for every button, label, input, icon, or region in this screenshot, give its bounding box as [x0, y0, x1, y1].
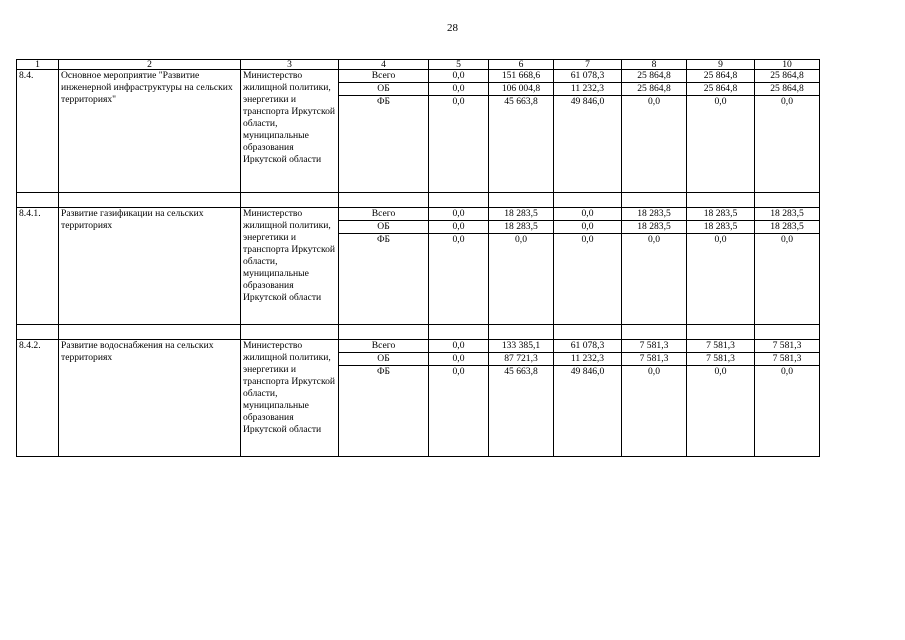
- funding-value: 18 283,5: [755, 208, 820, 221]
- separator-cell: [489, 325, 554, 340]
- funding-value: 18 283,5: [489, 221, 554, 234]
- funding-value: 18 283,5: [687, 221, 755, 234]
- funding-value: 0,0: [755, 96, 820, 193]
- funding-value: 25 864,8: [687, 83, 755, 96]
- table-row: [17, 70, 820, 83]
- separator-cell: [687, 193, 755, 208]
- funding-value: 0,0: [429, 234, 489, 325]
- column-header: 10: [755, 60, 820, 70]
- funding-value: 133 385,1: [489, 340, 554, 353]
- page-number: 28: [447, 22, 458, 34]
- funding-value: 0,0: [429, 96, 489, 193]
- funding-value: 7 581,3: [755, 353, 820, 366]
- separator-cell: [554, 325, 622, 340]
- funding-value: 0,0: [622, 234, 687, 325]
- funding-source: ФБ: [339, 234, 429, 325]
- separator-cell: [59, 193, 241, 208]
- separator-cell: [17, 325, 59, 340]
- funding-value: 11 232,3: [554, 353, 622, 366]
- separator-cell: [429, 193, 489, 208]
- responsible-executor: Министерство жилищной политики, энергетики и транспорта Иркутской области, муниципальные образования Иркутской области: [241, 340, 339, 457]
- responsible-executor: Министерство жилищной политики, энергетики и транспорта Иркутской области, муниципальные образования Иркутской области: [241, 208, 339, 325]
- separator-cell: [339, 325, 429, 340]
- separator-cell: [687, 325, 755, 340]
- funding-value: 0,0: [622, 96, 687, 193]
- funding-value: 0,0: [429, 70, 489, 83]
- funding-source: Всего: [339, 70, 429, 83]
- separator-cell: [489, 193, 554, 208]
- column-header: 8: [622, 60, 687, 70]
- separator-cell: [622, 193, 687, 208]
- funding-value: 106 004,8: [489, 83, 554, 96]
- funding-value: 0,0: [429, 340, 489, 353]
- separator-cell: [554, 193, 622, 208]
- funding-value: 0,0: [429, 208, 489, 221]
- funding-source: ОБ: [339, 353, 429, 366]
- row-separator: [17, 193, 820, 208]
- row-separator: [17, 325, 820, 340]
- measure-name: Развитие газификации на сельских территориях: [59, 208, 241, 325]
- funding-value: 0,0: [622, 366, 687, 457]
- funding-value: 18 283,5: [687, 208, 755, 221]
- funding-value: 25 864,8: [622, 70, 687, 83]
- separator-cell: [339, 193, 429, 208]
- funding-value: 7 581,3: [622, 353, 687, 366]
- column-header: 9: [687, 60, 755, 70]
- funding-value: 7 581,3: [687, 340, 755, 353]
- funding-value: 0,0: [429, 366, 489, 457]
- funding-value: 0,0: [429, 83, 489, 96]
- funding-value: 0,0: [429, 221, 489, 234]
- funding-value: 25 864,8: [755, 70, 820, 83]
- funding-value: 0,0: [554, 221, 622, 234]
- funding-source: ОБ: [339, 83, 429, 96]
- separator-cell: [17, 193, 59, 208]
- funding-value: 0,0: [429, 353, 489, 366]
- table-row: [17, 340, 820, 353]
- responsible-executor: Министерство жилищной политики, энергетики и транспорта Иркутской области, муниципальные образования Иркутской области: [241, 70, 339, 193]
- funding-value: 18 283,5: [489, 208, 554, 221]
- funding-value: 18 283,5: [755, 221, 820, 234]
- measure-name: Основное мероприятие "Развитие инженерной инфраструктуры на сельских территориях": [59, 70, 241, 193]
- row-number: 8.4.2.: [17, 340, 59, 457]
- funding-value: 18 283,5: [622, 208, 687, 221]
- funding-value: 0,0: [687, 366, 755, 457]
- funding-value: 61 078,3: [554, 340, 622, 353]
- separator-cell: [622, 325, 687, 340]
- funding-value: 49 846,0: [554, 96, 622, 193]
- separator-cell: [755, 193, 820, 208]
- funding-value: 7 581,3: [755, 340, 820, 353]
- funding-value: 11 232,3: [554, 83, 622, 96]
- funding-value: 0,0: [755, 366, 820, 457]
- column-header: 1: [17, 60, 59, 70]
- funding-value: 25 864,8: [687, 70, 755, 83]
- separator-cell: [241, 325, 339, 340]
- table-row: [17, 208, 820, 221]
- funding-value: 0,0: [687, 96, 755, 193]
- funding-source: ФБ: [339, 366, 429, 457]
- column-header: 7: [554, 60, 622, 70]
- column-header: 2: [59, 60, 241, 70]
- funding-value: 49 846,0: [554, 366, 622, 457]
- row-number: 8.4.1.: [17, 208, 59, 325]
- funding-value: 18 283,5: [622, 221, 687, 234]
- funding-source: Всего: [339, 208, 429, 221]
- funding-value: 7 581,3: [622, 340, 687, 353]
- funding-value: 0,0: [554, 208, 622, 221]
- funding-value: 0,0: [489, 234, 554, 325]
- column-header: 3: [241, 60, 339, 70]
- separator-cell: [755, 325, 820, 340]
- header-row: [17, 60, 820, 70]
- funding-value: 87 721,3: [489, 353, 554, 366]
- funding-value: 0,0: [755, 234, 820, 325]
- funding-source: ОБ: [339, 221, 429, 234]
- funding-value: 25 864,8: [755, 83, 820, 96]
- funding-value: 0,0: [687, 234, 755, 325]
- funding-value: 151 668,6: [489, 70, 554, 83]
- measure-name: Развитие водоснабжения на сельских территориях: [59, 340, 241, 457]
- separator-cell: [429, 325, 489, 340]
- funding-value: 45 663,8: [489, 96, 554, 193]
- funding-source: ФБ: [339, 96, 429, 193]
- separator-cell: [241, 193, 339, 208]
- column-header: 5: [429, 60, 489, 70]
- funding-value: 25 864,8: [622, 83, 687, 96]
- funding-value: 7 581,3: [687, 353, 755, 366]
- funding-value: 45 663,8: [489, 366, 554, 457]
- funding-source: Всего: [339, 340, 429, 353]
- budget-table: [16, 59, 820, 457]
- column-header: 4: [339, 60, 429, 70]
- funding-value: 61 078,3: [554, 70, 622, 83]
- column-header: 6: [489, 60, 554, 70]
- row-number: 8.4.: [17, 70, 59, 193]
- funding-value: 0,0: [554, 234, 622, 325]
- separator-cell: [59, 325, 241, 340]
